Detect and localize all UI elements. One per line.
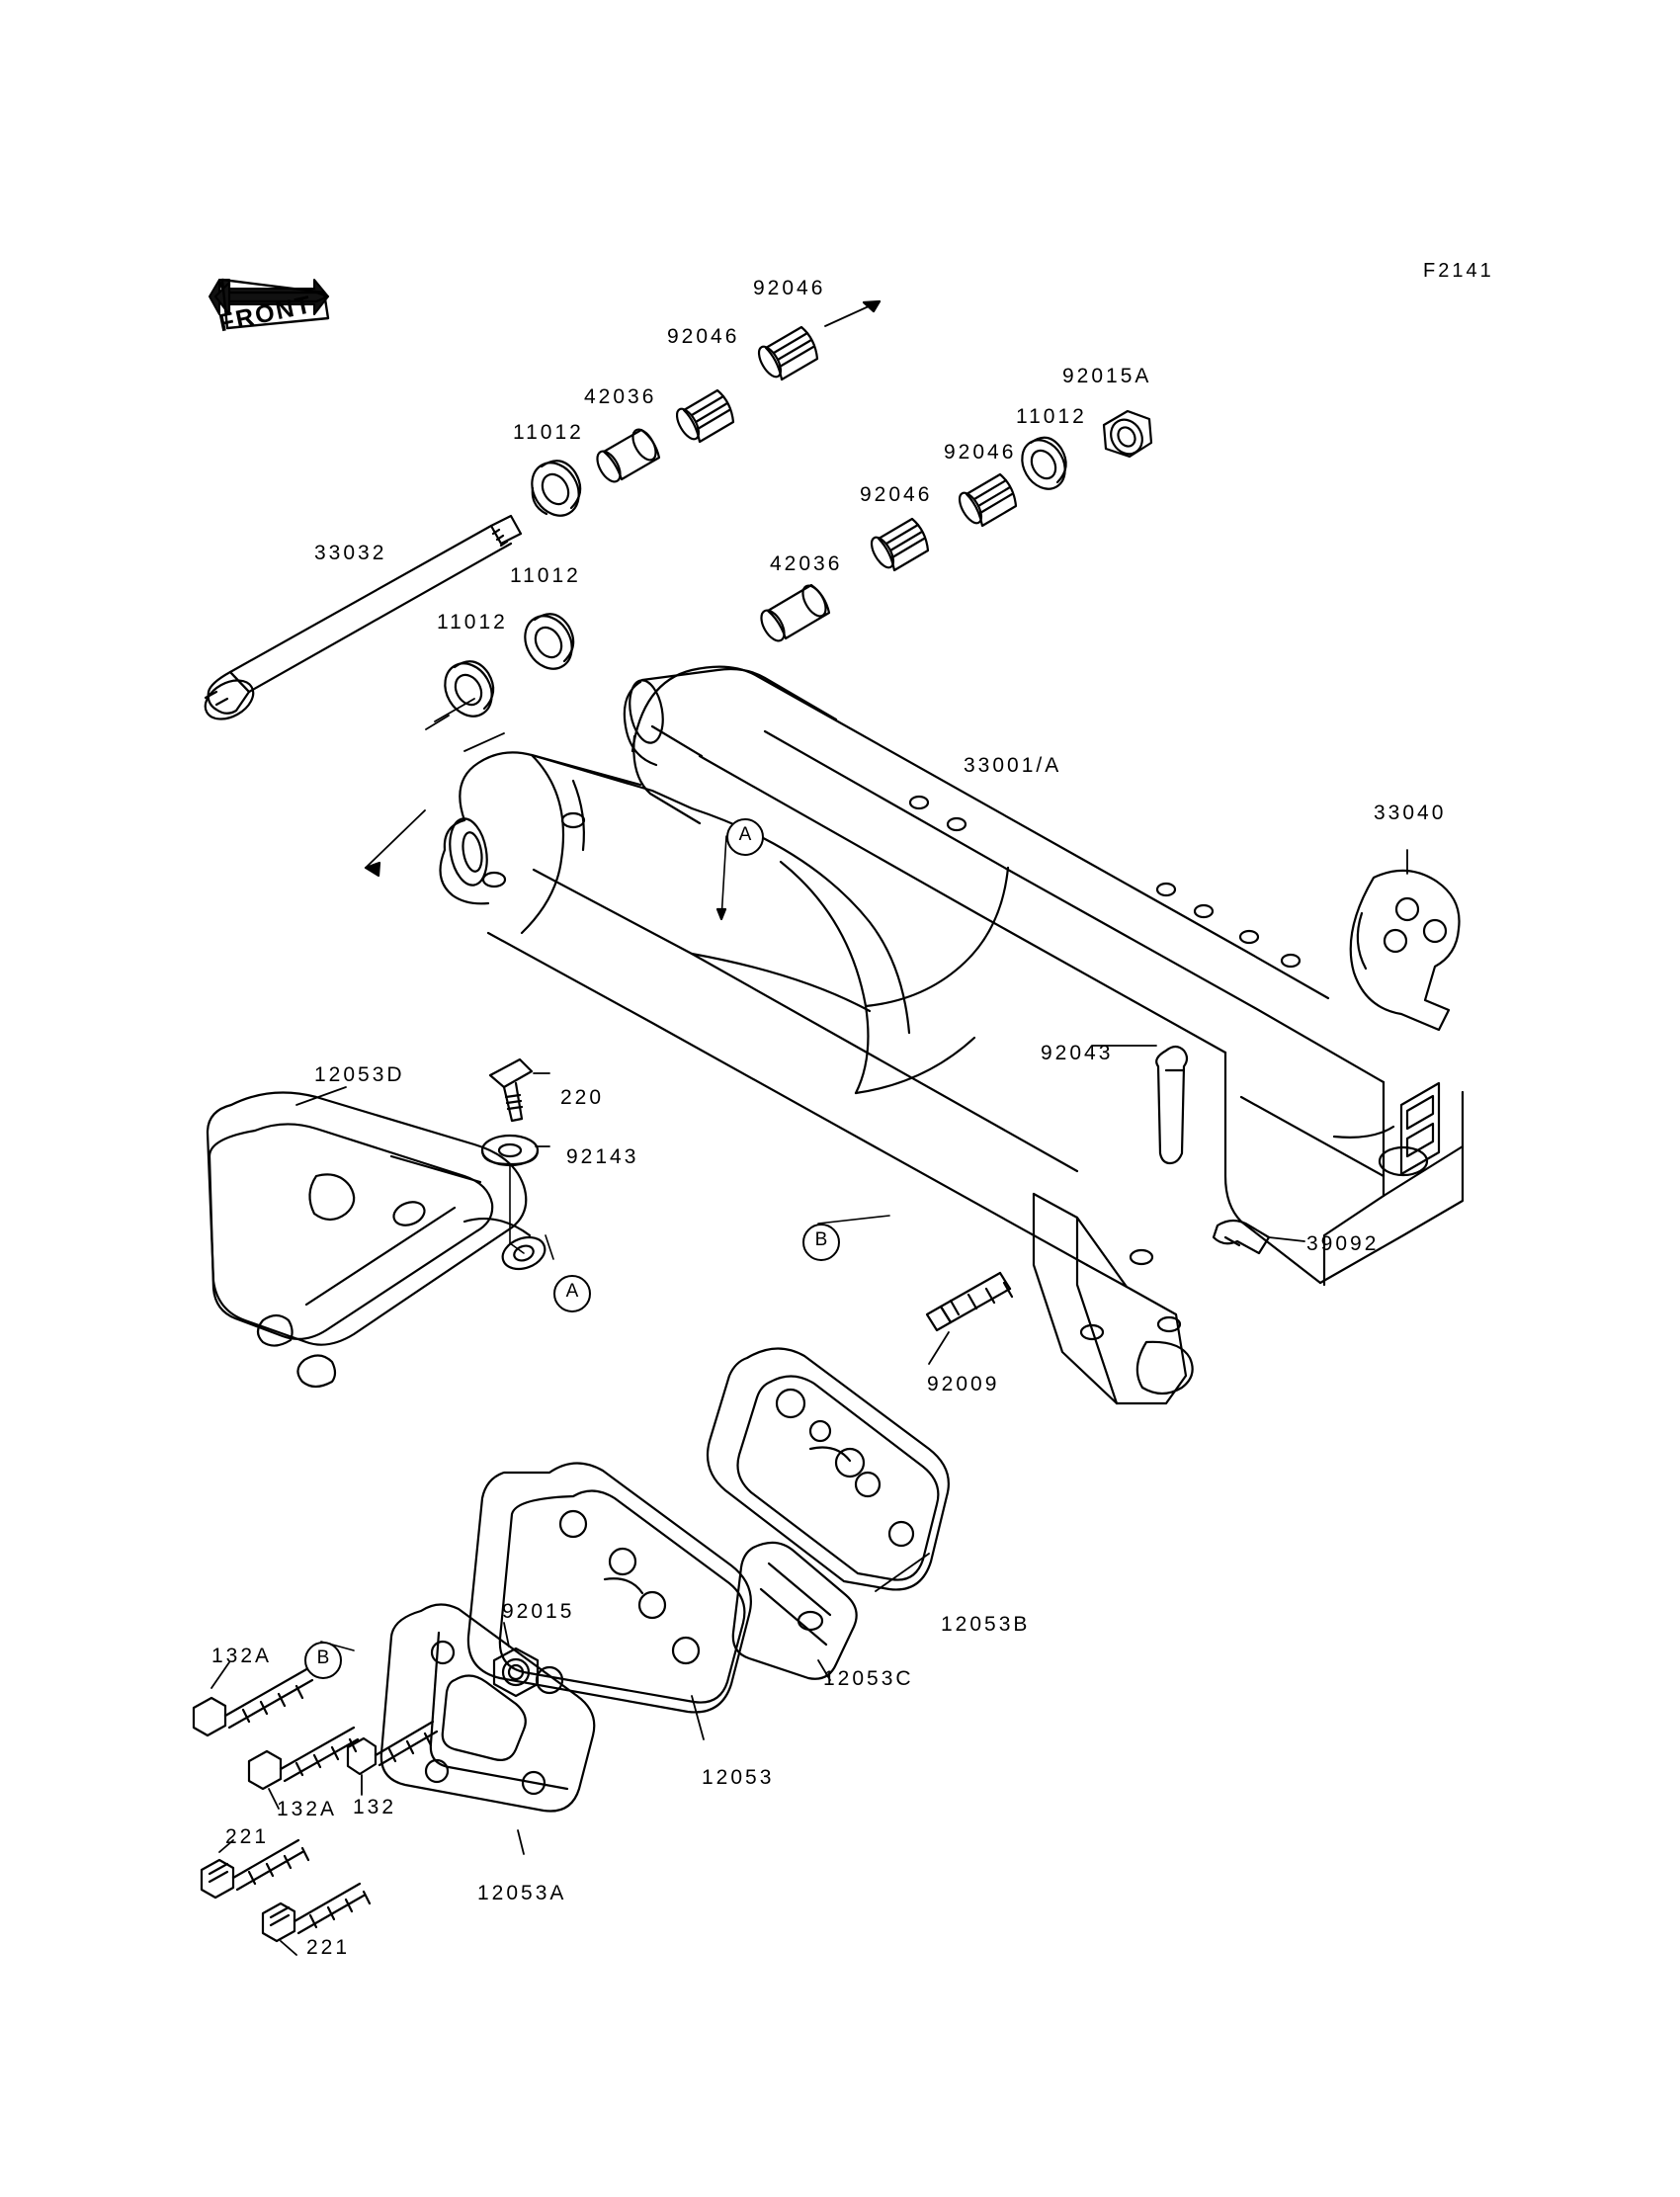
part-number-label: 92143: [566, 1145, 639, 1168]
part-11012-cap-d: [436, 655, 501, 724]
part-number-label: 221: [306, 1936, 351, 1959]
part-132-bolt: [348, 1722, 437, 1795]
part-220-bolt: [490, 1059, 532, 1121]
part-92046-bearing-d: [868, 519, 928, 571]
part-number-label: 220: [560, 1086, 605, 1109]
part-12053A-bracket: [381, 1604, 594, 1854]
part-number-label: 33001/A: [964, 754, 1062, 777]
part-33040-adjuster: [1351, 871, 1460, 1030]
section-callout: A: [726, 818, 764, 856]
part-number-label: 33040: [1374, 802, 1447, 824]
part-number-label: 11012: [510, 564, 581, 587]
part-number-label: 12053A: [477, 1882, 567, 1904]
part-132A-bolt-a: [194, 1662, 312, 1735]
part-number-label: 12053C: [823, 1667, 914, 1690]
part-number-label: 12053D: [314, 1063, 405, 1086]
part-92046-bearing-b: [755, 327, 817, 380]
part-92046-bearing-a: [673, 390, 733, 443]
front-label: FRONT: [216, 291, 315, 338]
part-221-bolt-a: [202, 1840, 308, 1898]
part-number-label: 42036: [584, 385, 657, 408]
part-number-label: 92043: [1041, 1042, 1114, 1064]
part-42036-sleeve-a: [593, 426, 661, 485]
part-number-label: 92046: [860, 483, 933, 506]
part-12053C-pad: [733, 1543, 857, 1680]
part-number-label: 12053: [702, 1766, 775, 1789]
part-33001-swingarm: [366, 667, 1463, 1403]
part-12053D-slider: [208, 1087, 549, 1387]
part-number-label: 11012: [437, 611, 508, 634]
part-39092-clip: [1214, 1221, 1304, 1253]
section-callout: B: [304, 1642, 342, 1679]
part-number-label: 132A: [211, 1645, 273, 1667]
part-number-label: 132A: [277, 1798, 338, 1820]
part-number-label: 132: [353, 1796, 397, 1818]
section-callout: A: [553, 1275, 591, 1312]
part-42036-sleeve-b: [757, 582, 831, 644]
part-number-label: 92015: [502, 1600, 575, 1623]
part-11012-cap-c: [516, 608, 581, 677]
part-number-label: 221: [225, 1825, 270, 1848]
part-number-label: 12053B: [941, 1613, 1031, 1636]
part-number-label: 92015A: [1062, 365, 1152, 387]
part-number-label: 92046: [753, 277, 826, 299]
part-92046-bearing-c: [956, 474, 1016, 527]
part-number-label: 11012: [513, 421, 584, 444]
part-12053B-guard: [708, 1348, 949, 1591]
part-number-label: 92046: [944, 441, 1017, 464]
part-11012-cap-b: [1014, 432, 1074, 496]
part-number-label: 33032: [314, 542, 387, 564]
part-132A-bolt-b: [249, 1728, 358, 1809]
part-number-label: 11012: [1016, 405, 1087, 428]
part-number-label: 92046: [667, 325, 740, 348]
section-callout: B: [802, 1224, 840, 1261]
part-92043-pin: [1156, 1047, 1187, 1163]
part-number-label: 92009: [927, 1373, 1000, 1395]
part-number-label: 42036: [770, 552, 843, 575]
front-direction-badge: [203, 275, 321, 369]
part-number-label: 39092: [1306, 1232, 1380, 1255]
part-92015A-nut: [1104, 411, 1151, 460]
part-92009-screw: [927, 1273, 1012, 1364]
part-11012-cap-a: [523, 455, 588, 524]
sheet-code: F2141: [1423, 260, 1494, 282]
